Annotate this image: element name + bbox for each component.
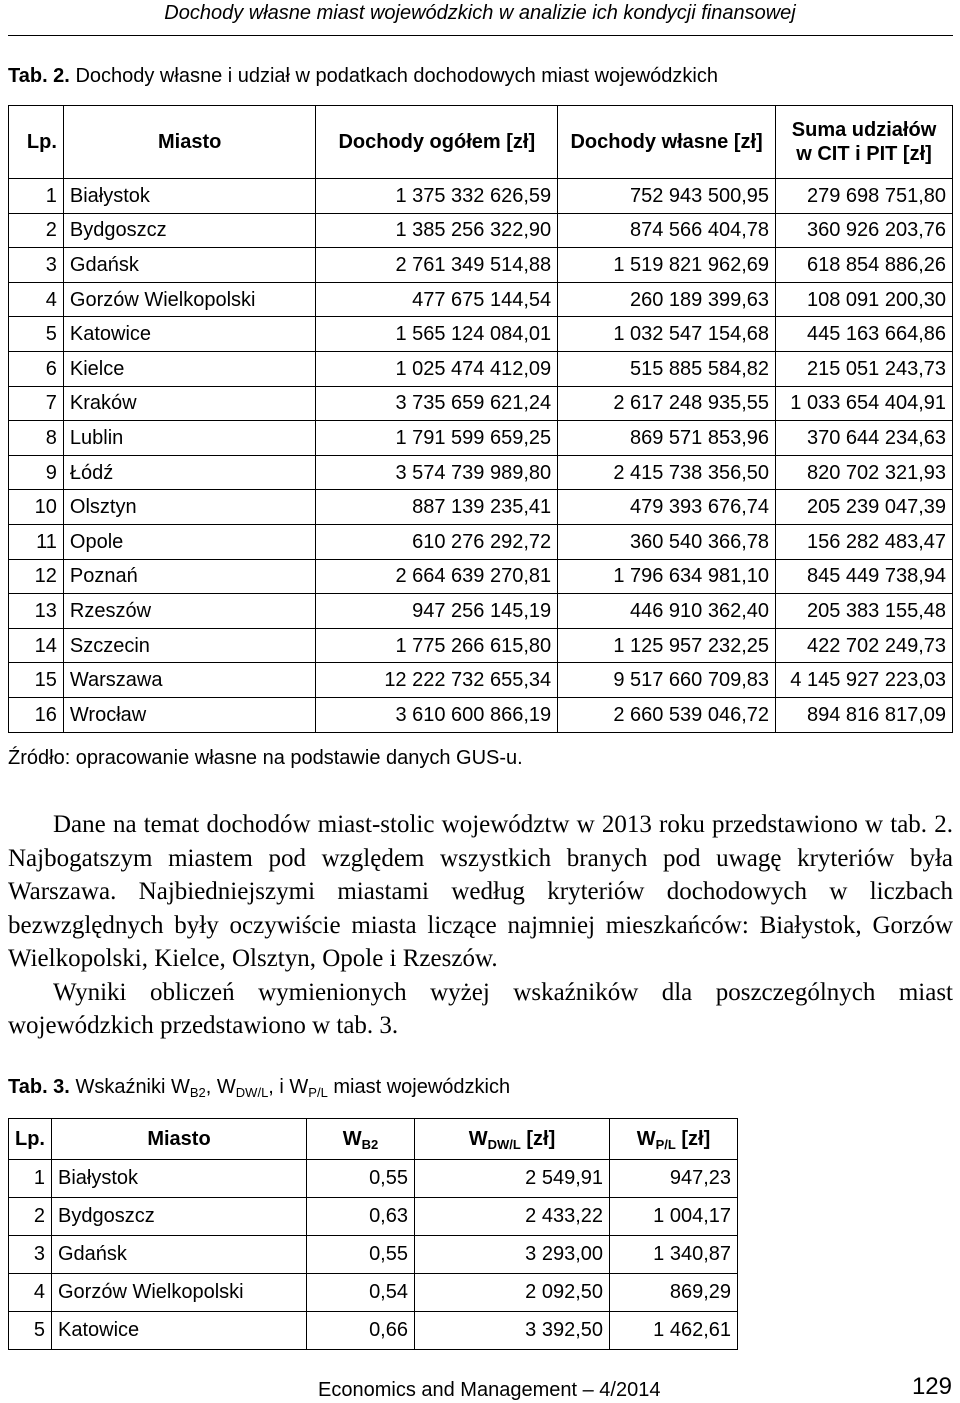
cell-own-income: 446 910 362,40 <box>558 594 776 629</box>
table3-header-wdw-main: W <box>468 1127 488 1150</box>
cell-city: Gorzów Wielkopolski <box>63 282 316 317</box>
cell-own-income: 1 796 634 981,10 <box>558 559 776 594</box>
cell-city: Gdańsk <box>63 248 316 283</box>
running-head: Dochody własne miast wojewódzkich w analizie ich kondycji finansowej <box>164 2 796 24</box>
cell-total-income: 3 574 739 989,80 <box>316 455 558 490</box>
cell-tax-share-sum: 1 033 654 404,91 <box>776 386 953 421</box>
cell-lp: 2 <box>9 1198 52 1236</box>
cell-total-income: 887 139 235,41 <box>316 490 558 525</box>
cell-lp: 12 <box>9 559 64 594</box>
table-row <box>9 490 953 525</box>
cell-own-income: 869 571 853,96 <box>558 421 776 456</box>
cell-wb2: 0,54 <box>307 1274 415 1312</box>
table3-caption-label: Tab. 3. <box>8 1076 70 1098</box>
cell-wdw: 3 293,00 <box>415 1236 610 1274</box>
table3-header-wp-sub: P/L <box>655 1136 676 1152</box>
cell-wb2: 0,55 <box>307 1236 415 1274</box>
cell-total-income: 1 565 124 084,01 <box>316 317 558 352</box>
cell-wdw: 2 092,50 <box>415 1274 610 1312</box>
cell-tax-share-sum: 370 644 234,63 <box>776 421 953 456</box>
table3-header-city: Miasto <box>52 1119 307 1160</box>
table3-header-wb2-main: W <box>342 1127 362 1150</box>
cell-lp: 4 <box>9 282 64 317</box>
cell-tax-share-sum: 279 698 751,80 <box>776 179 953 214</box>
table3-caption-sub1: B2 <box>189 1085 206 1100</box>
table-row <box>9 386 953 421</box>
table-row <box>9 524 953 559</box>
cell-wb2: 0,55 <box>307 1160 415 1198</box>
table-row <box>9 1274 738 1312</box>
cell-city: Wrocław <box>63 697 316 732</box>
table-row <box>9 317 953 352</box>
cell-lp: 13 <box>9 594 64 629</box>
cell-lp: 3 <box>9 1236 52 1274</box>
cell-total-income: 3 735 659 621,24 <box>316 386 558 421</box>
cell-total-income: 12 222 732 655,34 <box>316 663 558 698</box>
table3-header-wp-main: W <box>636 1127 656 1150</box>
table-row <box>9 455 953 490</box>
table3-header-wb2 <box>307 1119 415 1160</box>
table3-caption-post: miast wojewódzkich <box>327 1076 511 1098</box>
cell-lp: 4 <box>9 1274 52 1312</box>
cell-lp: 1 <box>9 179 64 214</box>
table-row <box>9 663 953 698</box>
cell-wp: 1 340,87 <box>610 1236 738 1274</box>
cell-own-income: 2 617 248 935,55 <box>558 386 776 421</box>
table-row <box>9 559 953 594</box>
cell-city: Katowice <box>63 317 316 352</box>
cell-own-income: 479 393 676,74 <box>558 490 776 525</box>
cell-own-income: 515 885 584,82 <box>558 351 776 386</box>
cell-own-income: 1 519 821 962,69 <box>558 248 776 283</box>
table2-header-row <box>9 106 953 179</box>
cell-lp: 10 <box>9 490 64 525</box>
table3-caption <box>8 1075 510 1099</box>
table2-caption <box>8 64 718 88</box>
cell-city: Opole <box>63 524 316 559</box>
table-row <box>9 213 953 248</box>
cell-tax-share-sum: 205 239 047,39 <box>776 490 953 525</box>
cell-own-income: 1 125 957 232,25 <box>558 628 776 663</box>
table-row <box>9 179 953 214</box>
table-row <box>9 594 953 629</box>
cell-lp: 6 <box>9 351 64 386</box>
cell-lp: 9 <box>9 455 64 490</box>
table2-header-sum-line1: Suma udziałów <box>791 119 937 141</box>
cell-total-income: 2 761 349 514,88 <box>316 248 558 283</box>
table2-source: Źródło: opracowanie własne na podstawie danych GUS-u. <box>8 747 523 769</box>
table2-header-sum <box>776 106 953 179</box>
cell-wp: 1 462,61 <box>610 1312 738 1350</box>
table2-header-total: Dochody ogółem [zł] <box>316 106 558 179</box>
cell-city: Olsztyn <box>63 490 316 525</box>
cell-city: Katowice <box>52 1312 307 1350</box>
cell-city: Rzeszów <box>63 594 316 629</box>
cell-lp: 14 <box>9 628 64 663</box>
cell-wp: 947,23 <box>610 1160 738 1198</box>
cell-total-income: 1 385 256 322,90 <box>316 213 558 248</box>
table-row <box>9 248 953 283</box>
table-row <box>9 282 953 317</box>
table-row <box>9 628 953 663</box>
cell-city: Kraków <box>63 386 316 421</box>
cell-tax-share-sum: 845 449 738,94 <box>776 559 953 594</box>
cell-tax-share-sum: 4 145 927 223,03 <box>776 663 953 698</box>
cell-wdw: 2 549,91 <box>415 1160 610 1198</box>
table3-caption-mid2: , i W <box>268 1076 309 1098</box>
cell-lp: 1 <box>9 1160 52 1198</box>
table2-header-city: Miasto <box>63 106 316 179</box>
cell-wdw: 3 392,50 <box>415 1312 610 1350</box>
cell-tax-share-sum: 156 282 483,47 <box>776 524 953 559</box>
cell-tax-share-sum: 445 163 664,86 <box>776 317 953 352</box>
table3-header-wdw <box>415 1119 610 1160</box>
cell-tax-share-sum: 215 051 243,73 <box>776 351 953 386</box>
cell-lp: 11 <box>9 524 64 559</box>
cell-lp: 5 <box>9 317 64 352</box>
cell-wdw: 2 433,22 <box>415 1198 610 1236</box>
cell-city: Poznań <box>63 559 316 594</box>
cell-total-income: 947 256 145,19 <box>316 594 558 629</box>
cell-tax-share-sum: 422 702 249,73 <box>776 628 953 663</box>
cell-own-income: 874 566 404,78 <box>558 213 776 248</box>
cell-total-income: 1 375 332 626,59 <box>316 179 558 214</box>
cell-lp: 3 <box>9 248 64 283</box>
body-text <box>8 808 953 1043</box>
cell-tax-share-sum: 360 926 203,76 <box>776 213 953 248</box>
table3 <box>8 1118 738 1350</box>
cell-total-income: 1 025 474 412,09 <box>316 351 558 386</box>
cell-lp: 7 <box>9 386 64 421</box>
cell-total-income: 477 675 144,54 <box>316 282 558 317</box>
table3-caption-pre: Wskaźniki W <box>75 1076 190 1098</box>
table-row <box>9 421 953 456</box>
cell-own-income: 2 415 738 356,50 <box>558 455 776 490</box>
cell-lp: 8 <box>9 421 64 456</box>
table-row <box>9 1236 738 1274</box>
table-row <box>9 1312 738 1350</box>
table3-header-wdw-sub: DW/L <box>487 1136 521 1152</box>
cell-city: Lublin <box>63 421 316 456</box>
cell-lp: 16 <box>9 697 64 732</box>
cell-wb2: 0,66 <box>307 1312 415 1350</box>
cell-total-income: 2 664 639 270,81 <box>316 559 558 594</box>
cell-own-income: 9 517 660 709,83 <box>558 663 776 698</box>
cell-city: Bydgoszcz <box>63 213 316 248</box>
cell-tax-share-sum: 108 091 200,30 <box>776 282 953 317</box>
table-row <box>9 1198 738 1236</box>
cell-city: Warszawa <box>63 663 316 698</box>
cell-wb2: 0,63 <box>307 1198 415 1236</box>
cell-total-income: 3 610 600 866,19 <box>316 697 558 732</box>
page-number: 129 <box>911 1373 952 1400</box>
table2 <box>8 105 953 733</box>
table2-header-sum-line2: w CIT i PIT [zł] <box>796 143 932 165</box>
table3-header-lp: Lp. <box>9 1119 52 1160</box>
table-row <box>9 351 953 386</box>
body-paragraph-2: Wyniki obliczeń wymienionych wyżej wskaźników dla poszczególnych miast wojewódzkich przedstawiono w tab. 3. <box>8 978 953 1039</box>
table3-caption-mid1: , W <box>205 1076 236 1098</box>
cell-wp: 1 004,17 <box>610 1198 738 1236</box>
cell-wp: 869,29 <box>610 1274 738 1312</box>
cell-own-income: 752 943 500,95 <box>558 179 776 214</box>
table3-caption-sub2: DW/L <box>235 1085 269 1100</box>
table3-header-wp <box>610 1119 738 1160</box>
cell-city: Łódź <box>63 455 316 490</box>
footer-journal: Economics and Management – 4/2014 <box>318 1379 661 1401</box>
cell-tax-share-sum: 205 383 155,48 <box>776 594 953 629</box>
table-row <box>9 1160 738 1198</box>
table2-caption-label: Tab. 2. <box>8 65 70 87</box>
cell-city: Kielce <box>63 351 316 386</box>
table3-header-row <box>9 1119 738 1160</box>
cell-own-income: 260 189 399,63 <box>558 282 776 317</box>
cell-city: Szczecin <box>63 628 316 663</box>
cell-lp: 5 <box>9 1312 52 1350</box>
cell-city: Bydgoszcz <box>52 1198 307 1236</box>
cell-total-income: 1 775 266 615,80 <box>316 628 558 663</box>
cell-lp: 2 <box>9 213 64 248</box>
cell-own-income: 2 660 539 046,72 <box>558 697 776 732</box>
table3-caption-sub3: P/L <box>308 1085 328 1100</box>
table2-caption-text: Dochody własne i udział w podatkach dochodowych miast wojewódzkich <box>75 65 718 87</box>
cell-own-income: 360 540 366,78 <box>558 524 776 559</box>
table3-header-wp-unit: [zł] <box>675 1127 711 1150</box>
cell-tax-share-sum: 820 702 321,93 <box>776 455 953 490</box>
table-row <box>9 697 953 732</box>
cell-tax-share-sum: 618 854 886,26 <box>776 248 953 283</box>
cell-city: Gdańsk <box>52 1236 307 1274</box>
cell-lp: 15 <box>9 663 64 698</box>
body-paragraph-1: Dane na temat dochodów miast-stolic województw w 2013 roku przedstawiono w tab. 2. Najbogatszym miastem pod względem wszystkich branych pod uwagę kryteriów była Warszawa. Najbiedniejszymi miastami według kryteriów dochodowych w liczbach bezwzględnych były oczywiście miasta liczące najmniej mieszkańców: Białystok, Gorzów Wielkopolski, Kielce, Olsztyn, Opole i Rzeszów. <box>8 811 953 972</box>
table3-header-wdw-unit: [zł] <box>520 1127 556 1150</box>
cell-city: Gorzów Wielkopolski <box>52 1274 307 1312</box>
cell-total-income: 1 791 599 659,25 <box>316 421 558 456</box>
cell-own-income: 1 032 547 154,68 <box>558 317 776 352</box>
table3-header-wb2-sub: B2 <box>361 1136 379 1152</box>
cell-city: Białystok <box>52 1160 307 1198</box>
cell-tax-share-sum: 894 816 817,09 <box>776 697 953 732</box>
header-rule <box>8 35 953 36</box>
cell-total-income: 610 276 292,72 <box>316 524 558 559</box>
table2-header-lp: Lp. <box>9 106 64 179</box>
table2-header-own: Dochody własne [zł] <box>558 106 776 179</box>
cell-city: Białystok <box>63 179 316 214</box>
